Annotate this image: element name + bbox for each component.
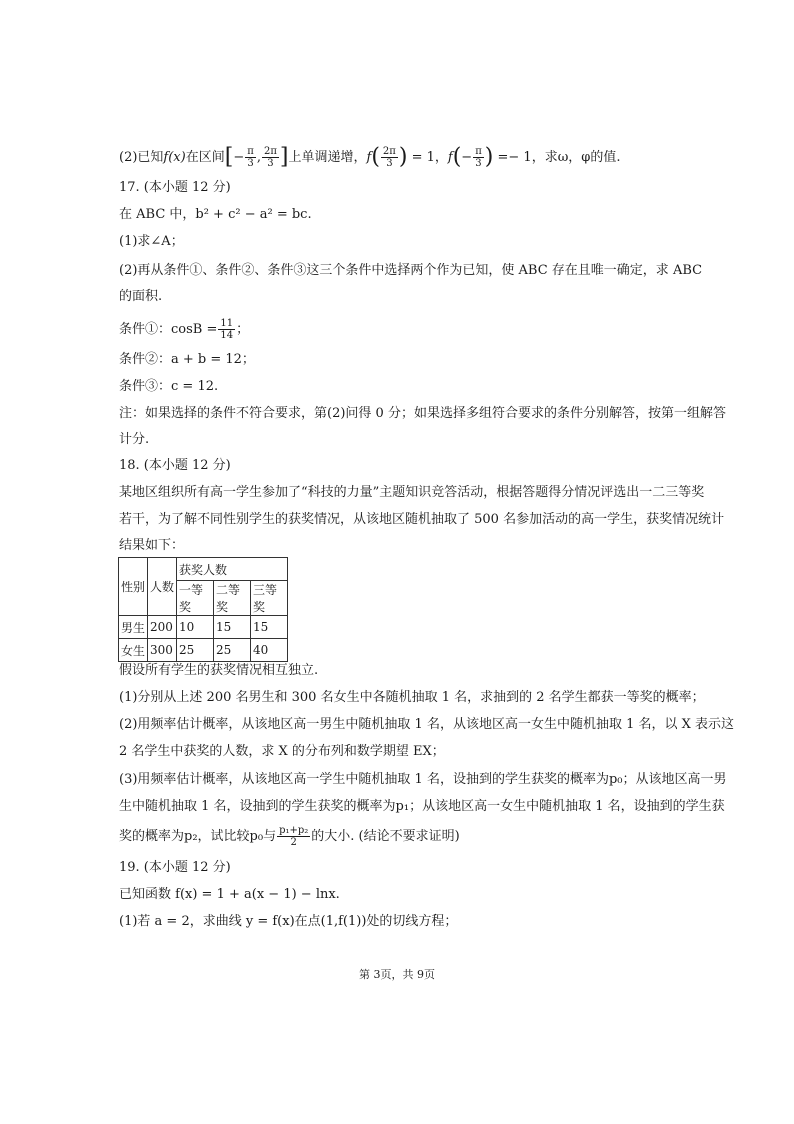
cell-count: 300 [148, 639, 177, 662]
header-awards: 获奖人数 [177, 558, 288, 581]
cell-third: 40 [251, 639, 288, 662]
cell-second: 25 [214, 639, 251, 662]
header-count: 人数 [148, 558, 177, 616]
frac-11-14: $\frac{11}{14}$ [220, 318, 234, 341]
page-footer: 第 3页，共 9页 [359, 968, 435, 981]
frac-2pi-3: $\frac{2\pi}{3}$ [263, 146, 277, 169]
header-first: 一等奖 [177, 581, 214, 616]
q18-part1: (1)分别从上述 200 名男生和 300 名女生中各随机抽取 1 名，求抽到的 2 名学生都获一等奖的概率； [119, 690, 705, 705]
q17-part2-line1: (2)再从条件①、条件②、条件③这三个条件中选择两个作为已知，使 ABC 存在且唯一确定，求 ABC [119, 263, 703, 278]
q18-intro-line1: 某地区组织所有高一学生参加了“科技的力量”主题知识竞答活动，根据答题得分情况评选出一二三等奖 [119, 485, 705, 500]
table-row [119, 616, 288, 639]
q19-stem: 已知函数 f(x) = 1 + a(x − 1) − lnx. [119, 887, 340, 902]
table-row [119, 639, 288, 662]
q18-assume: 假设所有学生的获奖情况相互独立. [119, 663, 319, 678]
cell-third: 15 [251, 616, 288, 639]
q18-part2-line1: (2)用频率估计概率，从该地区高一男生中随机抽取 1 名，从该地区高一女生中随机抽取 1 名，以 X 表示这 [119, 717, 735, 732]
cell-first: 10 [177, 616, 214, 639]
q17-cond1: 条件①：cosB = $\frac{11}{14}$ ； [119, 318, 250, 341]
q17-note-line2: 计分. [119, 432, 150, 447]
q17-stem: 在 ABC 中，b² + c² − a² = bc. [119, 207, 312, 222]
cell-first: 25 [177, 639, 214, 662]
q17-note-line1: 注：如果选择的条件不符合要求，第(2)问得 0 分；如果选择多组符合要求的条件分别解答，按第一组解答 [119, 406, 726, 421]
header-gender: 性别 [119, 558, 148, 616]
cell-gender: 男生 [119, 616, 148, 639]
q19-header: 19. (本小题 12 分) [119, 860, 231, 875]
q18-part3-line3: 奖的概率为p₂，试比较p₀与 $\frac{\text{p₁+p₂}}{2}$ 的大小. (结论不要求证明) [119, 825, 460, 848]
cell-second: 15 [214, 616, 251, 639]
q17-part1: (1)求∠A； [119, 234, 184, 249]
cell-gender: 女生 [119, 639, 148, 662]
q18-part3-line2: 生中随机抽取 1 名，设抽到的学生获奖的概率为p₁；从该地区高一女生中随机抽取 1 名，设抽到的学生获 [119, 799, 725, 814]
table-header-row [119, 558, 288, 581]
frac-pi-3: $\frac{\pi}{3}$ [247, 146, 254, 169]
q18-header: 18. (本小题 12 分) [119, 458, 231, 473]
header-third: 三等奖 [251, 581, 288, 616]
q19-part1: (1)若 a = 2，求曲线 y = f(x)在点(1,f(1))处的切线方程； [119, 914, 458, 929]
frac-p1-p2: $\frac{\text{p₁+p₂}}{2}$ [279, 825, 309, 848]
q16-part2: (2)已知f(x)在区间[− $\frac{\pi}{3}$ , $\frac{2\pi}{3}$ ]上单调递增，f( $\frac{2\pi}{3}$ ) = 1，f(− $\frac{\pi}{3}$ ) =− 1，求ω，φ的值. [119, 144, 621, 170]
q17-header: 17. (本小题 12 分) [119, 180, 231, 195]
awards-table [118, 557, 288, 662]
frac-pi-3-b: $\frac{\pi}{3}$ [475, 146, 482, 169]
q18-intro-line3: 结果如下： [119, 538, 185, 553]
q17-cond3: 条件③：c = 12. [119, 379, 219, 394]
frac-2pi-3-b: $\frac{2\pi}{3}$ [382, 146, 396, 169]
q17-part2-line2: 的面积. [119, 289, 163, 304]
q18-intro-line2: 若干，为了解不同性别学生的获奖情况，从该地区随机抽取了 500 名参加活动的高一学生，获奖情况统计 [119, 512, 725, 527]
q17-cond2: 条件②：a + b = 12； [119, 352, 255, 367]
q18-part3-line1: (3)用频率估计概率，从该地区高一学生中随机抽取 1 名，设抽到的学生获奖的概率为p₀；从该地区高一男 [119, 772, 727, 787]
q18-part2-line2: 2 名学生中获奖的人数，求 X 的分布列和数学期望 EX； [119, 744, 445, 759]
header-second: 二等奖 [214, 581, 251, 616]
cell-count: 200 [148, 616, 177, 639]
